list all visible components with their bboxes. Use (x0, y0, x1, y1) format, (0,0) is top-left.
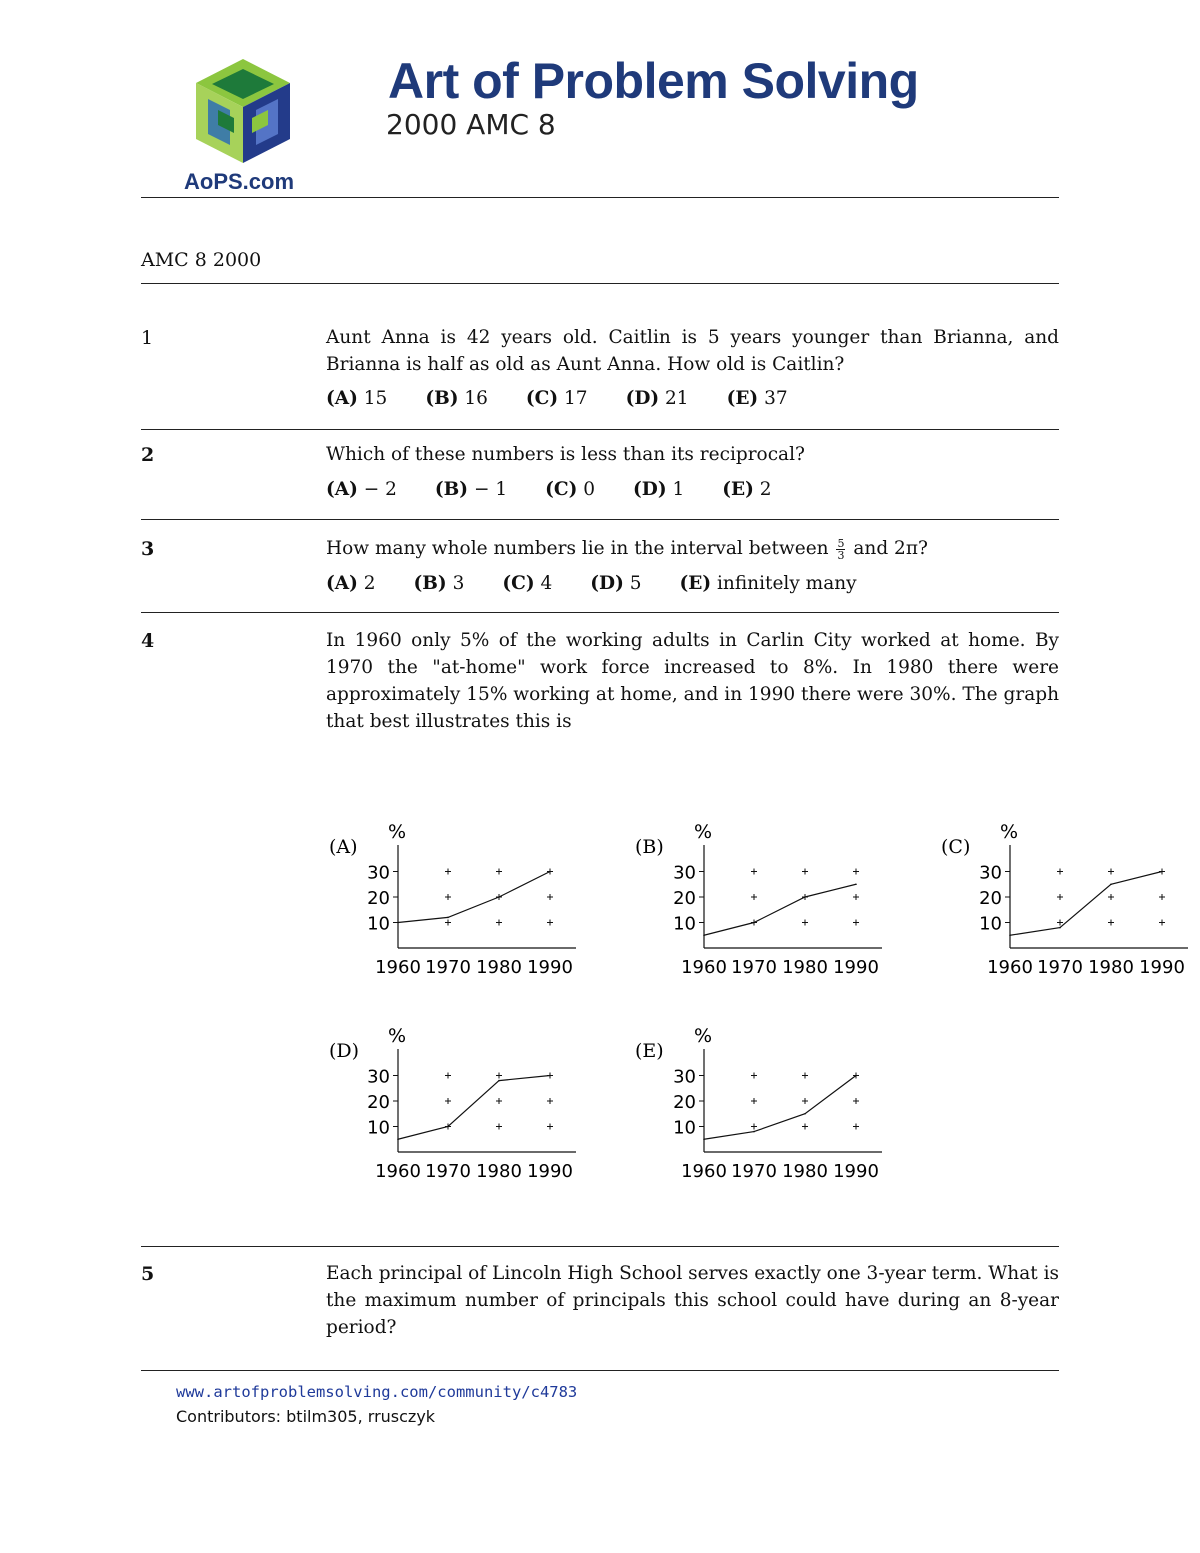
data-point (804, 896, 806, 898)
grid-mark (802, 920, 808, 926)
y-tick-label: 30 (673, 1066, 696, 1088)
data-point (855, 883, 857, 885)
y-tick-label: 10 (367, 1117, 390, 1139)
grid-mark (1057, 920, 1063, 926)
choice-e: (E) 2 (722, 479, 772, 500)
logo-text: AoPS.com (184, 169, 295, 194)
data-point (1009, 934, 1011, 936)
logo-cube-icon (196, 59, 290, 163)
x-tick-label: 1960 (987, 957, 1033, 978)
grid-mark (751, 894, 757, 900)
choice-c: (C) 0 (545, 479, 596, 500)
answer-choices (326, 479, 810, 500)
y-tick-label: 30 (673, 862, 696, 884)
series-line (1010, 872, 1162, 936)
x-tick-label: 1970 (425, 1161, 471, 1182)
data-point (549, 871, 551, 873)
data-point (703, 1138, 705, 1140)
y-axis-label: % (694, 821, 713, 843)
chart-label: (B) (635, 836, 664, 858)
data-point (804, 1113, 806, 1115)
grid-mark (1159, 920, 1165, 926)
choice-d: (D) 21 (625, 388, 689, 409)
grid-mark (547, 894, 553, 900)
x-tick-label: 1990 (833, 957, 879, 978)
problem-number: 5 (141, 1263, 155, 1285)
community-link[interactable]: www.artofproblemsolving.com/community/c4783 (176, 1383, 578, 1401)
section-divider (141, 283, 1059, 284)
answer-choices (326, 573, 895, 594)
grid-mark (445, 1098, 451, 1104)
x-tick-label: 1970 (1037, 957, 1083, 978)
y-tick-label: 30 (367, 862, 390, 884)
grid-mark (445, 869, 451, 875)
series-line (398, 1076, 550, 1140)
data-point (1110, 883, 1112, 885)
problem-text: Which of these numbers is less than its reciprocal? (326, 444, 805, 465)
x-tick-label: 1990 (833, 1161, 879, 1182)
problem-divider (141, 612, 1059, 613)
x-tick-label: 1980 (1088, 957, 1134, 978)
choice-c: (C) 17 (525, 388, 588, 409)
problem-number: 1 (141, 327, 154, 349)
x-tick-label: 1990 (527, 957, 573, 978)
chart-label: (E) (635, 1040, 664, 1062)
graph-c (938, 815, 1198, 978)
x-tick-label: 1960 (681, 1161, 727, 1182)
grid-mark (853, 869, 859, 875)
choice-e: (E) 37 (726, 388, 788, 409)
series-line (398, 872, 550, 923)
grid-mark (445, 1073, 451, 1079)
problem-number: 4 (141, 630, 155, 652)
y-axis-label: % (388, 1025, 407, 1047)
x-tick-label: 1960 (375, 957, 421, 978)
y-tick-label: 10 (673, 913, 696, 935)
data-point (397, 1138, 399, 1140)
choice-a: (A) − 2 (326, 479, 397, 500)
x-tick-label: 1980 (782, 957, 828, 978)
data-point (703, 934, 705, 936)
y-tick-label: 20 (367, 1092, 390, 1113)
choice-a: (A) 2 (326, 573, 376, 594)
problem-text: Each principal of Lincoln High School serves exactly one 3-year term. What is the maximum number of principals this school could have during an 8-year period? (326, 1263, 1059, 1338)
grid-mark (445, 920, 451, 926)
x-tick-label: 1970 (425, 957, 471, 978)
y-tick-label: 20 (673, 888, 696, 909)
grid-mark (496, 1098, 502, 1104)
grid-mark (445, 894, 451, 900)
y-tick-label: 30 (367, 1066, 390, 1088)
series-line (704, 884, 856, 935)
problem-number: 2 (141, 444, 155, 466)
fraction: $\frac{5}{3}$ (837, 536, 845, 562)
data-point (1059, 927, 1061, 929)
x-tick-label: 1980 (476, 957, 522, 978)
y-axis-label: % (1000, 821, 1019, 843)
problem-divider (141, 1246, 1059, 1247)
chart-label: (C) (941, 836, 971, 858)
grid-mark (547, 1098, 553, 1104)
problem-text: In 1960 only 5% of the working adults in Carlin City worked at home. By 1970 the "at-home" work force increased to 8%. In 1980 there were approximately 15% working at home, and in 1990 there were 30%. The graph that best illustrates this is (326, 630, 1059, 732)
grid-mark (853, 1124, 859, 1130)
brand-title: Art of Problem Solving (388, 53, 919, 109)
grid-mark (1108, 920, 1114, 926)
choice-b: (B) − 1 (434, 479, 508, 500)
aops-logo (178, 55, 308, 197)
grid-mark (751, 869, 757, 875)
choice-b: (B) 16 (425, 388, 488, 409)
x-tick-label: 1990 (527, 1161, 573, 1182)
chart-label: (A) (329, 836, 358, 858)
grid-mark (496, 869, 502, 875)
y-tick-label: 30 (979, 862, 1002, 884)
contributors: Contributors: btilm305, rrusczyk (176, 1407, 436, 1426)
x-tick-label: 1960 (681, 957, 727, 978)
problem-divider (141, 429, 1059, 430)
y-tick-label: 20 (673, 1092, 696, 1113)
y-axis-label: % (388, 821, 407, 843)
section-label: AMC 8 2000 (141, 249, 262, 271)
grid-mark (853, 1098, 859, 1104)
grid-mark (547, 920, 553, 926)
y-tick-label: 10 (979, 913, 1002, 935)
grid-mark (1057, 894, 1063, 900)
choice-b: (B) 3 (413, 573, 465, 594)
x-tick-label: 1960 (375, 1161, 421, 1182)
grid-mark (1057, 869, 1063, 875)
data-point (855, 1075, 857, 1077)
choice-d: (D) 5 (590, 573, 642, 594)
grid-mark (853, 894, 859, 900)
data-point (447, 1126, 449, 1128)
grid-mark (496, 1073, 502, 1079)
header-divider (141, 197, 1059, 198)
choice-d: (D) 1 (633, 479, 685, 500)
data-point (447, 917, 449, 919)
grid-mark (1108, 869, 1114, 875)
footer-divider (141, 1370, 1059, 1371)
grid-mark (751, 1124, 757, 1130)
grid-mark (802, 869, 808, 875)
chart-label: (D) (329, 1040, 360, 1062)
y-tick-label: 10 (367, 913, 390, 935)
graph-b (632, 815, 892, 978)
data-point (753, 1131, 755, 1133)
graph-d (326, 1019, 586, 1182)
x-tick-label: 1990 (1139, 957, 1185, 978)
grid-mark (802, 1073, 808, 1079)
x-tick-label: 1970 (731, 957, 777, 978)
grid-mark (547, 1124, 553, 1130)
answer-choices (326, 388, 826, 409)
graph-a (326, 815, 586, 978)
grid-mark (802, 1098, 808, 1104)
x-tick-label: 1980 (782, 1161, 828, 1182)
graph-e (632, 1019, 892, 1182)
x-tick-label: 1980 (476, 1161, 522, 1182)
x-tick-label: 1970 (731, 1161, 777, 1182)
choice-e: (E) infinitely many (679, 573, 857, 594)
data-point (498, 896, 500, 898)
grid-mark (853, 920, 859, 926)
grid-mark (802, 1124, 808, 1130)
document-subtitle: 2000 AMC 8 (386, 108, 556, 141)
grid-mark (1108, 894, 1114, 900)
grid-mark (496, 1124, 502, 1130)
data-point (549, 1075, 551, 1077)
choice-a: (A) 15 (326, 388, 388, 409)
choice-c: (C) 4 (502, 573, 553, 594)
grid-mark (751, 1073, 757, 1079)
data-point (498, 1080, 500, 1082)
grid-mark (751, 1098, 757, 1104)
data-point (1161, 871, 1163, 873)
grid-mark (496, 920, 502, 926)
y-tick-label: 20 (367, 888, 390, 909)
y-tick-label: 20 (979, 888, 1002, 909)
data-point (397, 922, 399, 924)
y-tick-label: 10 (673, 1117, 696, 1139)
series-line (704, 1076, 856, 1140)
y-axis-label: % (694, 1025, 713, 1047)
data-point (753, 922, 755, 924)
problem-number: 3 (141, 538, 155, 560)
problem-text: Aunt Anna is 42 years old. Caitlin is 5 years younger than Brianna, and Brianna is half as old as Aunt Anna. How old is Caitlin? (326, 327, 1059, 375)
problem-divider (141, 519, 1059, 520)
grid-mark (1159, 894, 1165, 900)
problem-text: How many whole numbers lie in the interval between $\frac{5}{3}$ and 2π? (326, 536, 928, 562)
